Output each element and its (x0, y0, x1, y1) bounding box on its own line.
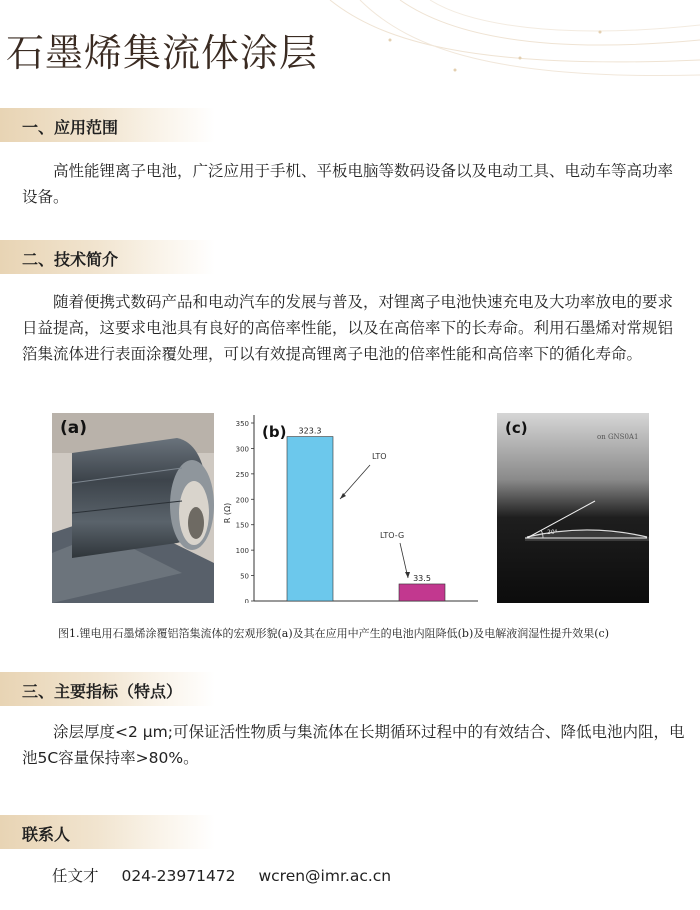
y-tick-label: 50 (240, 572, 249, 581)
bar-value-label: 33.5 (413, 573, 431, 583)
application-text: 高性能锂离子电池，广泛应用于手机、平板电脑等数码设备以及电动工具、电动车等高功率设备。 (22, 162, 674, 206)
annotation-lto: LTO (372, 452, 387, 461)
tech-text: 随着便携式数码产品和电动汽车的发展与普及，对锂离子电池快速充电及大功率放电的要求日益提高，这要求电池具有良好的高倍率性能，以及在高倍率下的长寿命。利用石墨烯对常规铝箔集流体进行表面涂覆处理，可以有效提高锂离子电池的倍率性能和高倍率下的循化寿命。 (22, 293, 674, 363)
section-heading-contact (0, 815, 215, 849)
section-heading-indicators-label: 三、主要指标（特点） (22, 682, 183, 701)
section-heading-indicators (0, 672, 215, 706)
y-tick-label: 0 (244, 598, 249, 603)
y-tick-label: 200 (235, 496, 249, 505)
bar-lto-g (399, 584, 445, 601)
annotation-lto-g: LTO-G (380, 531, 405, 540)
panel-a-label: (a) (60, 418, 88, 438)
section-heading-application-label: 一、应用范围 (22, 118, 119, 137)
contact-angle-label: 20° (547, 529, 558, 536)
figure-panel-a (52, 413, 214, 603)
contact-phone: 024-23971472 (121, 867, 236, 885)
application-paragraph (22, 158, 686, 210)
y-tick-label: 150 (235, 521, 249, 530)
section-heading-tech (0, 240, 215, 274)
panel-c-watermark: on GNS0A1 (597, 433, 639, 441)
y-tick-label: 350 (235, 420, 249, 428)
section-heading-application (0, 108, 215, 142)
page-title: 石墨烯集流体涂层 (6, 31, 319, 75)
figure-caption: 图1.锂电用石墨烯涂覆铝箔集流体的宏观形貌(a)及其在应用中产生的电池内阻降低(b)及电解液润湿性提升效果(c) (58, 627, 610, 640)
tech-paragraph (22, 289, 686, 367)
y-axis-label: R (Ω) (223, 502, 232, 524)
section-heading-contact-label: 联系人 (22, 825, 71, 844)
y-tick-label: 100 (235, 547, 249, 556)
bar-value-label: 323.3 (298, 426, 322, 436)
contact-name: 任文才 (52, 867, 99, 885)
panel-c-label: (c) (505, 419, 528, 437)
section-heading-tech-label: 二、技术简介 (22, 250, 119, 269)
contact-email[interactable]: wcren@imr.ac.cn (258, 867, 392, 885)
indicators-text: 涂层厚度<2 μm;可保证活性物质与集流体在长期循环过程中的有效结合、降低电池内阻，电池5C容量保持率>80%。 (22, 723, 685, 767)
y-tick-label: 300 (235, 445, 249, 454)
figure-panel-c (497, 413, 649, 603)
panel-b-label: (b) (262, 423, 287, 441)
contact-line (52, 864, 409, 886)
bar-lto (287, 437, 333, 601)
y-tick-label: 250 (235, 470, 249, 479)
figure-panel-b-chart (222, 413, 480, 603)
indicators-paragraph (22, 719, 686, 771)
